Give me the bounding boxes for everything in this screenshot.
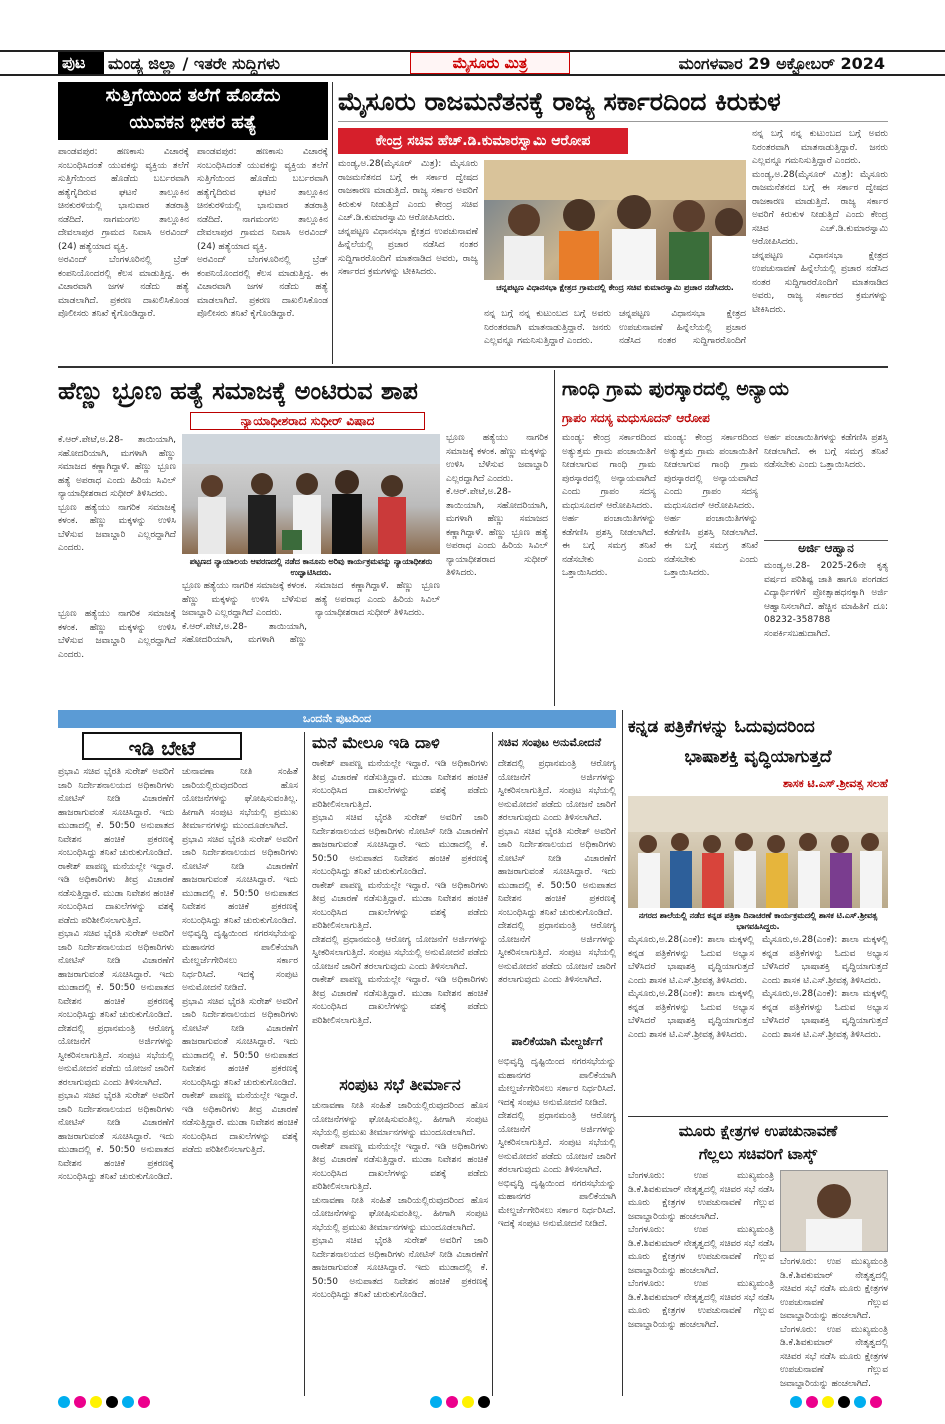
crowd-photo-illustration [484,160,746,280]
gandhi-paragraph: ಅರ್ಹ ಪಂಚಾಯಿತಿಗಳನ್ನು ಕಡೆಗಣಿಸಿ ಪ್ರಶಸ್ತಿ ನೀಡಲಾಗಿದೆ. ಈ ಬಗ್ಗೆ ಸಮಗ್ರ ತನಿಖೆ ನಡೆಸಬೇಕು ಎಂದು ಒತ್ತಾಯಿಸಿದರು. [562,514,656,578]
section-divider [58,366,888,368]
foeticide-paragraph: ಕೆ.ಆರ್.ಪೇಟೆ,ಅ.28- ತಾಯಿಯಾಗಿ, ಸಹೋದರಿಯಾಗಿ, ಮಗಳಾಗಿ ಹೆಣ್ಣು ಸಮಾಜದ ಕಣ್ಣಾಗಿದ್ದಾಳೆ. ಹೆಣ್ಣು ಭ್ರೂಣ ಹತ್ಯೆ ಅಪರಾಧ ಎಂದು ಹಿರಿಯ ಸಿವಿಲ್ ನ್ಯಾಯಾಧೀಶರಾದ ಸುಧೀರ್ ತಿಳಿಸಿದರು. [182,581,440,645]
kannada-paragraph: ಮೈಸೂರು,ಅ.28(ಎಂಕೆ): ಶಾಲಾ ಮಕ್ಕಳಲ್ಲಿ ಕನ್ನಡ ಪತ್ರಿಕೆಗಳನ್ನು ಓದುವ ಅಭ್ಯಾಸ ಬೆಳೆಸಿದರೆ ಭಾಷಾಶಕ್ತಿ ವೃದ್ಧಿಯಾಗುತ್ತದೆ ಎಂದು ಶಾಸಕ ಟಿ.ಎಸ್.ಶ್ರೀವತ್ಸ ತಿಳಿಸಿದರು. [628,989,754,1040]
col2-headline: ಮನೆ ಮೇಲೂ ಇಡಿ ದಾಳಿ [312,733,440,752]
col1-headline: ಇಡಿ ಬೇಟೆ [82,732,242,760]
col3-paragraph: ಅಭಿವೃದ್ಧಿ ದೃಷ್ಟಿಯಿಂದ ನಗರಸಭೆಯನ್ನು ಮಹಾನಗರ ಪಾಲಿಕೆಯಾಗಿ ಮೇಲ್ದರ್ಜೆಗೇರಿಸಲು ಸರ್ಕಾರ ನಿರ್ಧರಿಸಿದೆ. ಇದಕ್ಕೆ ಸಂಪುಟ ಅನುಮೋದನೆ ನೀಡಿದೆ. [498,1178,616,1229]
lead-paragraph: ಮಂಡ್ಯ,ಅ.28(ಮೈಸೂರ್ ಮಿತ್ರ): ಮೈಸೂರು ರಾಜಮನೆತನದ ಬಗ್ಗೆ ಈ ಸರ್ಕಾರ ದ್ವೇಷದ ರಾಜಕಾರಣ ಮಾಡುತ್ತಿದೆ. ರಾಜ್ಯ ಸರ್ಕಾರ ಅವರಿಗೆ ಕಿರುಕುಳ ನೀಡುತ್ತಿದೆ ಎಂದು ಕೇಂದ್ರ ಸಚಿವ ಎಚ್.ಡಿ.ಕುಮಾರಸ್ವಾಮಿ ಆರೋಪಿಸಿದರು. [338,159,478,223]
color-registration-marks [430,1396,610,1410]
col2-paragraph: ಚುನಾವಣಾ ನೀತಿ ಸಂಹಿತೆ ಜಾರಿಯಲ್ಲಿರುವುದರಿಂದ ಹೊಸ ಯೋಜನೆಗಳನ್ನು ಘೋಷಿಸುವಂತಿಲ್ಲ. ಹೀಗಾಗಿ ಸಂಪುಟ ಸಭೆಯಲ್ಲಿ ಪ್ರಮುಖ ತೀರ್ಮಾನಗಳನ್ನು ಮುಂದೂಡಲಾಗಿದೆ. [312,1195,488,1233]
bypoll-paragraph: ಬೆಂಗಳೂರು: ಉಪ ಮುಖ್ಯಮಂತ್ರಿ ಡಿ.ಕೆ.ಶಿವಕುಮಾರ್ ನೇತೃತ್ವದಲ್ಲಿ ಸಚಿವರ ಸಭೆ ನಡೆಸಿ ಮೂರು ಕ್ಷೇತ್ರಗಳ ಉಪಚುನಾವಣೆ ಗೆಲ್ಲುವ ಜವಾಬ್ದಾರಿಯನ್ನು ಹಂಚಲಾಗಿದೆ. [628,1171,774,1222]
gandhi-body [562,432,758,704]
murder-body [58,146,328,362]
gandhi-headline: ಗಾಂಧಿ ಗ್ರಾಮ ಪುರಸ್ಕಾರದಲ್ಲಿ ಅನ್ಯಾಯ [562,378,789,400]
foeticide-paragraph: ಭ್ರೂಣ ಹತ್ಯೆಯು ನಾಗರಿಕ ಸಮಾಜಕ್ಕೆ ಕಳಂಕ. ಹೆಣ್ಣು ಮಕ್ಕಳನ್ನು ಉಳಿಸಿ ಬೆಳೆಸುವ ಜವಾಬ್ದಾರಿ ಎಲ್ಲರದ್ದಾಗಿದೆ ಎಂದರು. [182,581,307,618]
kannada-headline-line1: ಕನ್ನಡ ಪತ್ರಿಕೆಗಳನ್ನು ಓದುವುದರಿಂದ [628,717,815,737]
murder-headline [58,82,328,140]
foeticide-photo [182,434,440,554]
col1-paragraph: ರಾಕೇಶ್ ಪಾಪಣ್ಣ ಮನೆಯಲ್ಲೇ ಇದ್ದಾರೆ. ಇಡಿ ಅಧಿಕಾರಿಗಳು ತೀವ್ರ ವಿಚಾರಣೆ ನಡೆಸುತ್ತಿದ್ದಾರೆ. ಮುಡಾ ನಿವೇಶನ ಹಂಚಿಕೆ ಸಂಬಂಧಿಸಿದ ದಾಖಲೆಗಳನ್ನು ವಶಕ್ಕೆ ಪಡೆದು ಪರಿಶೀಲಿಸಲಾಗುತ್ತಿದೆ. [182,1091,298,1155]
col2-body [312,758,488,1068]
masthead: ಮೈಸೂರು ಮಿತ್ರ [410,52,570,74]
bypoll-headline-line2: ಗೆಲ್ಲಲು ಸಚಿವರಿಗೆ ಟಾಸ್ಕ್ [698,1145,818,1163]
foeticide-paragraph: ಭ್ರೂಣ ಹತ್ಯೆಯು ನಾಗರಿಕ ಸಮಾಜಕ್ಕೆ ಕಳಂಕ. ಹೆಣ್ಣು ಮಕ್ಕಳನ್ನು ಉಳಿಸಿ ಬೆಳೆಸುವ ಜವಾಬ್ದಾರಿ ಎಲ್ಲರದ್ದಾಗಿದೆ ಎಂದರು. [58,502,176,553]
col3-sub-body [498,1056,616,1396]
col3-paragraph: ದೇಶದಲ್ಲಿ ಪ್ರಧಾನಮಂತ್ರಿ ಆರೋಗ್ಯ ಯೋಜನೆಗೆ ಅರ್ಜಿಗಳನ್ನು ಸ್ವೀಕರಿಸಲಾಗುತ್ತಿದೆ. ಸಂಪುಟ ಸಭೆಯಲ್ಲಿ ಅನುಮೋದನೆ ಪಡೆದು ಯೋಜನೆ ಜಾರಿಗೆ ತರಲಾಗುವುದು ಎಂದು ತಿಳಿಸಲಾಗಿದೆ. [498,921,616,985]
foeticide-paragraph: ಭ್ರೂಣ ಹತ್ಯೆಯು ನಾಗರಿಕ ಸಮಾಜಕ್ಕೆ ಕಳಂಕ. ಹೆಣ್ಣು ಮಕ್ಕಳನ್ನು ಉಳಿಸಿ ಬೆಳೆಸುವ ಜವಾಬ್ದಾರಿ ಎಲ್ಲರದ್ದಾಗಿದೆ ಎಂದರು. [446,433,548,484]
section-divider [628,1116,888,1117]
lead-paragraph: ಚನ್ನಪಟ್ಟಣ ವಿಧಾನಸಭಾ ಕ್ಷೇತ್ರದ ಉಪಚುನಾವಣೆ ಹಿನ್ನೆಲೆಯಲ್ಲಿ ಪ್ರಚಾರ ನಡೆಸಿದ ನಂತರ ಸುದ್ದಿಗಾರರೊಂದಿಗೆ [619,309,746,346]
column-divider [554,370,555,706]
bypoll-headline [628,1120,888,1166]
col1-paragraph: ಅಭಿವೃದ್ಧಿ ದೃಷ್ಟಿಯಿಂದ ನಗರಸಭೆಯನ್ನು ಮಹಾನಗರ ಪಾಲಿಕೆಯಾಗಿ ಮೇಲ್ದರ್ಜೆಗೇರಿಸಲು ಸರ್ಕಾರ ನಿರ್ಧರಿಸಿದೆ. ಇದಕ್ಕೆ ಸಂಪುಟ ಅನುಮೋದನೆ ನೀಡಿದೆ. [182,929,298,993]
murder-paragraph: ಅರವಿಂದ್ ಬೆಂಗಳೂರಿನಲ್ಲಿ ಬ್ರೆಡ್ ಕಂಪನಿಯೊಂದರಲ್ಲಿ ಕೆಲಸ ಮಾಡುತ್ತಿದ್ದ. ಈ ವಿಚಾರವಾಗಿ ಜಗಳ ನಡೆದು ಹತ್ಯೆ ಮಾಡಲಾಗಿದೆ. ಪ್ರಕರಣ ದಾಖಲಿಸಿಕೊಂಡ ಪೊಲೀಸರು ತನಿಖೆ ಕೈಗೊಂಡಿದ್ದಾರೆ. [197,255,328,319]
column-divider [304,732,305,1396]
issue-date: ಮಂಗಳವಾರ 29 ಅಕ್ಟೋಬರ್ 2024 [678,54,885,73]
foeticide-paragraph: ಕೆ.ಆರ್.ಪೇಟೆ,ಅ.28- ತಾಯಿಯಾಗಿ, ಸಹೋದರಿಯಾಗಿ, ಮಗಳಾಗಿ ಹೆಣ್ಣು ಸಮಾಜದ ಕಣ್ಣಾಗಿದ್ದಾಳೆ. ಹೆಣ್ಣು ಭ್ರೂಣ ಹತ್ಯೆ ಅಪರಾಧ ಎಂದು ಹಿರಿಯ ಸಿವಿಲ್ ನ್ಯಾಯಾಧೀಶರಾದ ಸುಧೀರ್ ತಿಳಿಸಿದರು. [446,487,548,578]
page-number-box [58,52,104,74]
portrait-illustration [781,1171,887,1251]
col2-paragraph: ದೇಶದಲ್ಲಿ ಪ್ರಧಾನಮಂತ್ರಿ ಆರೋಗ್ಯ ಯೋಜನೆಗೆ ಅರ್ಜಿಗಳನ್ನು ಸ್ವೀಕರಿಸಲಾಗುತ್ತಿದೆ. ಸಂಪುಟ ಸಭೆಯಲ್ಲಿ ಅನುಮೋದನೆ ಪಡೆದು ಯೋಜನೆ ಜಾರಿಗೆ ತರಲಾಗುವುದು ಎಂದು ತಿಳಿಸಲಾಗಿದೆ. [312,934,488,972]
col1-paragraph: ಚುನಾವಣಾ ನೀತಿ ಸಂಹಿತೆ ಜಾರಿಯಲ್ಲಿರುವುದರಿಂದ ಹೊಸ ಯೋಜನೆಗಳನ್ನು ಘೋಷಿಸುವಂತಿಲ್ಲ. ಹೀಗಾಗಿ ಸಂಪುಟ ಸಭೆಯಲ್ಲಿ ಪ್ರಮುಖ ತೀರ್ಮಾನಗಳನ್ನು ಮುಂದೂಡಲಾಗಿದೆ. [182,767,298,831]
col2-paragraph: ರಾಕೇಶ್ ಪಾಪಣ್ಣ ಮನೆಯಲ್ಲೇ ಇದ್ದಾರೆ. ಇಡಿ ಅಧಿಕಾರಿಗಳು ತೀವ್ರ ವಿಚಾರಣೆ ನಡೆಸುತ್ತಿದ್ದಾರೆ. ಮುಡಾ ನಿವೇಶನ ಹಂಚಿಕೆ ಸಂಬಂಧಿಸಿದ ದಾಖಲೆಗಳನ್ನು ವಶಕ್ಕೆ ಪಡೆದು ಪರಿಶೀಲಿಸಲಾಗುತ್ತಿದೆ. [312,1141,488,1192]
foeticide-body-col1b [58,608,176,704]
kannada-headline-line2: ಭಾಷಾಶಕ್ತಿ ವೃದ್ಧಿಯಾಗುತ್ತದೆ [684,747,832,767]
kannada-photo-caption: ನಗರದ ಶಾಲೆಯಲ್ಲಿ ನಡೆದ ಕನ್ನಡ ಪತ್ರಿಕಾ ದಿನಾಚರಣೆ ಕಾರ್ಯಕ್ರಮದಲ್ಲಿ ಶಾಸಕ ಟಿ.ಎಸ್.ಶ್ರೀವತ್ಸ ಭಾಗವಹಿಸಿದ್ದರು. [638,911,878,931]
foeticide-body-col2 [182,580,440,704]
col3-body [498,758,616,1028]
bypoll-headline-line1: ಮೂರು ಕ್ಷೇತ್ರಗಳ ಉಪಚುನಾವಣೆ [678,1122,838,1140]
col1-paragraph: ಪ್ರಭಾವಿ ಸಚಿವ ಭೈರತಿ ಸುರೇಶ್ ಅವರಿಗೆ ಜಾರಿ ನಿರ್ದೇಶನಾಲಯದ ಅಧಿಕಾರಿಗಳು ನೋಟಿಸ್ ನೀಡಿ ವಿಚಾರಣೆಗೆ ಹಾಜರಾಗುವಂತೆ ಸೂಚಿಸಿದ್ದಾರೆ. ಇದು ಮುಡಾದಲ್ಲಿ ಕೆ. 50:50 ಅನುಪಾತದ ನಿವೇಶನ ಹಂಚಿಕೆ ಪ್ರಕರಣಕ್ಕೆ ಸಂಬಂಧಿಸಿದ್ದು ತನಿಖೆ ಚುರುಕುಗೊಂಡಿದೆ. [58,929,174,1020]
lead-photo [484,160,746,280]
gandhi-paragraph: ಅರ್ಹ ಪಂಚಾಯಿತಿಗಳನ್ನು ಕಡೆಗಣಿಸಿ ಪ್ರಶಸ್ತಿ ನೀಡಲಾಗಿದೆ. ಈ ಬಗ್ಗೆ ಸಮಗ್ರ ತನಿಖೆ ನಡೆಸಬೇಕು ಎಂದು ಒತ್ತಾಯಿಸಿದರು. [664,514,758,578]
notice-paragraph: ಮಂಡ್ಯ,ಅ.28- 2025-26ನೇ ಕೃತ್ಯ ವರ್ಷದ ಪರಿಶಿಷ್ಟ ಜಾತಿ ಹಾಗೂ ಪಂಗಡದ ವಿದ್ಯಾರ್ಥಿಗಳಿಗೆ ಪ್ರೋತ್ಸಾಹಧನಕ್ಕಾಗಿ ಅರ್ಜಿ ಆಹ್ವಾನಿಸಲಾಗಿದೆ. ಹೆಚ್ಚಿನ ಮಾಹಿತಿಗೆ ದೂ: 08232-358788 ಸಂಪರ್ಕಿಸಬಹುದಾಗಿದೆ. [764,561,888,639]
notice-body [764,560,888,704]
lead-headline: ಮೈಸೂರು ರಾಜಮನೆತನಕ್ಕೆ ರಾಜ್ಯ ಸರ್ಕಾರದಿಂದ ಕಿರುಕುಳ [338,82,888,122]
col3-paragraph: ದೇಶದಲ್ಲಿ ಪ್ರಧಾನಮಂತ್ರಿ ಆರೋಗ್ಯ ಯೋಜನೆಗೆ ಅರ್ಜಿಗಳನ್ನು ಸ್ವೀಕರಿಸಲಾಗುತ್ತಿದೆ. ಸಂಪುಟ ಸಭೆಯಲ್ಲಿ ಅನುಮೋದನೆ ಪಡೆದು ಯೋಜನೆ ಜಾರಿಗೆ ತರಲಾಗುವುದು ಎಂದು ತಿಳಿಸಲಾಗಿದೆ. [498,759,616,823]
murder-headline-line2: ಯುವಕನ ಭೀಕರ ಹತ್ಯೆ [129,112,257,133]
gandhi-subhead: ಗ್ರಾಪಂ ಸದಸ್ಯ ಮಧುಸೂದನ್ ಆರೋಪ [562,411,710,425]
col2-paragraph: ರಾಕೇಶ್ ಪಾಪಣ್ಣ ಮನೆಯಲ್ಲೇ ಇದ್ದಾರೆ. ಇಡಿ ಅಧಿಕಾರಿಗಳು ತೀವ್ರ ವಿಚಾರಣೆ ನಡೆಸುತ್ತಿದ್ದಾರೆ. ಮುಡಾ ನಿವೇಶನ ಹಂಚಿಕೆ ಸಂಬಂಧಿಸಿದ ದಾಖಲೆಗಳನ್ನು ವಶಕ್ಕೆ ಪಡೆದು ಪರಿಶೀಲಿಸಲಾಗುತ್ತಿದೆ. [312,880,488,931]
bypoll-body-col1 [628,1170,774,1396]
kannada-body [628,934,888,1114]
foeticide-headline: ಹೆಣ್ಣು ಭ್ರೂಣ ಹತ್ಯೆ ಸಮಾಜಕ್ಕೆ ಅಂಟಿರುವ ಶಾಪ [58,377,418,405]
kannada-headline [628,712,888,774]
bypoll-paragraph: ಬೆಂಗಳೂರು: ಉಪ ಮುಖ್ಯಮಂತ್ರಿ ಡಿ.ಕೆ.ಶಿವಕುಮಾರ್ ನೇತೃತ್ವದಲ್ಲಿ ಸಚಿವರ ಸಭೆ ನಡೆಸಿ ಮೂರು ಕ್ಷೇತ್ರಗಳ ಉಪಚುನಾವಣೆ ಗೆಲ್ಲುವ ಜವಾಬ್ದಾರಿಯನ್ನು ಹಂಚಲಾಗಿದೆ. [628,1225,774,1276]
col2-sub-body [312,1100,488,1396]
kannada-paragraph: ಮೈಸೂರು,ಅ.28(ಎಂಕೆ): ಶಾಲಾ ಮಕ್ಕಳಲ್ಲಿ ಕನ್ನಡ ಪತ್ರಿಕೆಗಳನ್ನು ಓದುವ ಅಭ್ಯಾಸ ಬೆಳೆಸಿದರೆ ಭಾಷಾಶಕ್ತಿ ವೃದ್ಧಿಯಾಗುತ್ತದೆ ಎಂದು ಶಾಸಕ ಟಿ.ಎಸ್.ಶ್ರೀವತ್ಸ ತಿಳಿಸಿದರು. [762,935,888,986]
portrait-photo [780,1170,888,1252]
column-divider [332,82,333,364]
col2-sub-headline: ಸಂಪುಟ ಸಭೆ ತೀರ್ಮಾನ [339,1075,461,1094]
col2-paragraph: ಚುನಾವಣಾ ನೀತಿ ಸಂಹಿತೆ ಜಾರಿಯಲ್ಲಿರುವುದರಿಂದ ಹೊಸ ಯೋಜನೆಗಳನ್ನು ಘೋಷಿಸುವಂತಿಲ್ಲ. ಹೀಗಾಗಿ ಸಂಪುಟ ಸಭೆಯಲ್ಲಿ ಪ್ರಮುಖ ತೀರ್ಮಾನಗಳನ್ನು ಮುಂದೂಡಲಾಗಿದೆ. [312,1101,488,1138]
section-title: ಮಂಡ್ಯ ಜಿಲ್ಲಾ / ಇತರೇ ಸುದ್ದಿಗಳು [108,54,280,73]
bypoll-paragraph: ಬೆಂಗಳೂರು: ಉಪ ಮುಖ್ಯಮಂತ್ರಿ ಡಿ.ಕೆ.ಶಿವಕುಮಾರ್ ನೇತೃತ್ವದಲ್ಲಿ ಸಚಿವರ ಸಭೆ ನಡೆಸಿ ಮೂರು ಕ್ಷೇತ್ರಗಳ ಉಪಚುನಾವಣೆ ಗೆಲ್ಲುವ ಜವಾಬ್ದಾರಿಯನ್ನು ಹಂಚಲಾಗಿದೆ. [780,1257,888,1321]
kannada-subhead: ಶಾಸಕ ಟಿ.ಎಸ್.ಶ್ರೀವತ್ಸ ಸಲಹೆ [782,777,888,790]
col1-paragraph: ದೇಶದಲ್ಲಿ ಪ್ರಧಾನಮಂತ್ರಿ ಆರೋಗ್ಯ ಯೋಜನೆಗೆ ಅರ್ಜಿಗಳನ್ನು ಸ್ವೀಕರಿಸಲಾಗುತ್ತಿದೆ. ಸಂಪುಟ ಸಭೆಯಲ್ಲಿ ಅನುಮೋದನೆ ಪಡೆದು ಯೋಜನೆ ಜಾರಿಗೆ ತರಲಾಗುವುದು ಎಂದು ತಿಳಿಸಲಾಗಿದೆ. [58,1023,174,1088]
lead-body-col2 [484,308,746,363]
lead-paragraph: ಚನ್ನಪಟ್ಟಣ ವಿಧಾನಸಭಾ ಕ್ಷೇತ್ರದ ಉಪಚುನಾವಣೆ ಹಿನ್ನೆಲೆಯಲ್ಲಿ ಪ್ರಚಾರ ನಡೆಸಿದ ನಂತರ ಸುದ್ದಿಗಾರರೊಂದಿಗೆ ಮಾತನಾಡಿದ ಅವರು, ರಾಜ್ಯ ಸರ್ಕಾರದ ಕ್ರಮಗಳನ್ನು ಟೀಕಿಸಿದರು. [338,226,478,277]
lead-paragraph: ಚನ್ನಪಟ್ಟಣ ವಿಧಾನಸಭಾ ಕ್ಷೇತ್ರದ ಉಪಚುನಾವಣೆ ಹಿನ್ನೆಲೆಯಲ್ಲಿ ಪ್ರಚಾರ ನಡೆಸಿದ ನಂತರ ಸುದ್ದಿಗಾರರೊಂದಿಗೆ ಮಾತನಾಡಿದ ಅವರು, ರಾಜ್ಯ ಸರ್ಕಾರದ ಕ್ರಮಗಳನ್ನು ಟೀಕಿಸಿದರು. [752,250,888,315]
lead-body-col3 [752,128,888,363]
gandhi-paragraph: ಮಂಡ್ಯ: ಕೇಂದ್ರ ಸರ್ಕಾರದಿಂದ ಅತ್ಯುತ್ತಮ ಗ್ರಾಮ ಪಂಚಾಯಿತಿಗೆ ನೀಡಲಾಗುವ ಗಾಂಧಿ ಗ್ರಾಮ ಪುರಸ್ಕಾರದಲ್ಲಿ ಅನ್ಯಾಯವಾಗಿದೆ ಎಂದು ಗ್ರಾಪಂ ಸದಸ್ಯ ಮಧುಸೂದನ್ ಆರೋಪಿಸಿದರು. [562,433,656,511]
col1-paragraph: ಪ್ರಭಾವಿ ಸಚಿವ ಭೈರತಿ ಸುರೇಶ್ ಅವರಿಗೆ ಜಾರಿ ನಿರ್ದೇಶನಾಲಯದ ಅಧಿಕಾರಿಗಳು ನೋಟಿಸ್ ನೀಡಿ ವಿಚಾರಣೆಗೆ ಹಾಜರಾಗುವಂತೆ ಸೂಚಿಸಿದ್ದಾರೆ. ಇದು ಮುಡಾದಲ್ಲಿ ಕೆ. 50:50 ಅನುಪಾತದ ನಿವೇಶನ ಹಂಚಿಕೆ ಪ್ರಕರಣಕ್ಕೆ ಸಂಬಂಧಿಸಿದ್ದು ತನಿಖೆ ಚುರುಕುಗೊಂಡಿದೆ. [182,834,298,926]
murder-paragraph: ಅರವಿಂದ್ ಬೆಂಗಳೂರಿನಲ್ಲಿ ಬ್ರೆಡ್ ಕಂಪನಿಯೊಂದರಲ್ಲಿ ಕೆಲಸ ಮಾಡುತ್ತಿದ್ದ. ಈ ವಿಚಾರವಾಗಿ ಜಗಳ ನಡೆದು ಹತ್ಯೆ ಮಾಡಲಾಗಿದೆ. ಪ್ರಕರಣ ದಾಖಲಿಸಿಕೊಂಡ ಪೊಲೀಸರು ತನಿಖೆ ಕೈಗೊಂಡಿದ್ದಾರೆ. [58,255,189,319]
murder-paragraph: ಪಾಂಡವಪುರ: ಹಣಕಾಸು ವಿಚಾರಕ್ಕೆ ಸಂಬಂಧಿಸಿದಂತೆ ಯುವಕನ್ನು ವ್ಯಕ್ತಿಯ ತಲೆಗೆ ಸುತ್ತಿಗೆಯಿಂದ ಹೊಡೆದು ಬರ್ಬರವಾಗಿ ಹತ್ಯೆಗೈದಿರುವ ಘಟನೆ ತಾಲ್ಲೂಕಿನ ಚಿನಕುರಳಿಯಲ್ಲಿ ಭಾನುವಾರ ತಡರಾತ್ರಿ ನಡೆದಿದೆ. ನಾಗಮಂಗಲ ತಾಲ್ಲೂಕಿನ ದೇವಲಾಪುರ ಗ್ರಾಮದ ನಿವಾಸಿ ಅರವಿಂದ್ (24) ಹತ್ಯೆಯಾದ ವ್ಯಕ್ತಿ. [197,147,328,252]
lead-paragraph: ಮಂಡ್ಯ,ಅ.28(ಮೈಸೂರ್ ಮಿತ್ರ): ಮೈಸೂರು ರಾಜಮನೆತನದ ಬಗ್ಗೆ ಈ ಸರ್ಕಾರ ದ್ವೇಷದ ರಾಜಕಾರಣ ಮಾಡುತ್ತಿದೆ. ರಾಜ್ಯ ಸರ್ಕಾರ ಅವರಿಗೆ ಕಿರುಕುಳ ನೀಡುತ್ತಿದೆ ಎಂದು ಕೇಂದ್ರ ಸಚಿವ ಎಚ್.ಡಿ.ಕುಮಾರಸ್ವಾಮಿ ಆರೋಪಿಸಿದರು. [752,169,888,247]
col3-sub-headline: ಪಾಲಿಕೆಯಾಗಿ ಮೇಲ್ದರ್ಜೆಗೆ [511,1035,603,1048]
foeticide-body-col1 [58,434,176,604]
foeticide-subhead: ನ್ಯಾಯಾಧೀಶರಾದ ಸುಧೀರ್ ವಿಷಾದ [190,412,425,430]
col1-paragraph: ಪ್ರಭಾವಿ ಸಚಿವ ಭೈರತಿ ಸುರೇಶ್ ಅವರಿಗೆ ಜಾರಿ ನಿರ್ದೇಶನಾಲಯದ ಅಧಿಕಾರಿಗಳು ನೋಟಿಸ್ ನೀಡಿ ವಿಚಾರಣೆಗೆ ಹಾಜರಾಗುವಂತೆ ಸೂಚಿಸಿದ್ದಾರೆ. ಇದು ಮುಡಾದಲ್ಲಿ ಕೆ. 50:50 ಅನುಪಾತದ ನಿವೇಶನ ಹಂಚಿಕೆ ಪ್ರಕರಣಕ್ಕೆ ಸಂಬಂಧಿಸಿದ್ದು ತನಿಖೆ ಚುರುಕುಗೊಂಡಿದೆ. [58,767,174,858]
column-divider [622,710,623,1396]
ceremony-photo-illustration [182,434,440,554]
col3-headline: ಸಚಿವ ಸಂಪುಟ ಅನುಮೋದನೆ [498,736,602,749]
lead-paragraph: ನನ್ನ ಬಗ್ಗೆ ನನ್ನ ಕುಟುಂಬದ ಬಗ್ಗೆ ಅವರು ನಿರಂತರವಾಗಿ ಮಾತನಾಡುತ್ತಿದ್ದಾರೆ. ಜನರು ಎಲ್ಲವನ್ನೂ ಗಮನಿಸುತ್ತಿದ್ದಾರೆ ಎಂದರು. [484,309,611,346]
lead-body-col1 [338,158,478,363]
col3-paragraph: ದೇಶದಲ್ಲಿ ಪ್ರಧಾನಮಂತ್ರಿ ಆರೋಗ್ಯ ಯೋಜನೆಗೆ ಅರ್ಜಿಗಳನ್ನು ಸ್ವೀಕರಿಸಲಾಗುತ್ತಿದೆ. ಸಂಪುಟ ಸಭೆಯಲ್ಲಿ ಅನುಮೋದನೆ ಪಡೆದು ಯೋಜನೆ ಜಾರಿಗೆ ತರಲಾಗುವುದು ಎಂದು ತಿಳಿಸಲಾಗಿದೆ. [498,1111,616,1175]
group-photo-illustration [628,796,888,908]
kannada-paragraph: ಮೈಸೂರು,ಅ.28(ಎಂಕೆ): ಶಾಲಾ ಮಕ್ಕಳಲ್ಲಿ ಕನ್ನಡ ಪತ್ರಿಕೆಗಳನ್ನು ಓದುವ ಅಭ್ಯಾಸ ಬೆಳೆಸಿದರೆ ಭಾಷಾಶಕ್ತಿ ವೃದ್ಧಿಯಾಗುತ್ತದೆ ಎಂದು ಶಾಸಕ ಟಿ.ಎಸ್.ಶ್ರೀವತ್ಸ ತಿಳಿಸಿದರು. [628,935,754,986]
gandhi-paragraph: ಅರ್ಹ ಪಂಚಾಯಿತಿಗಳನ್ನು ಕಡೆಗಣಿಸಿ ಪ್ರಶಸ್ತಿ ನೀಡಲಾಗಿದೆ. ಈ ಬಗ್ಗೆ ಸಮಗ್ರ ತನಿಖೆ ನಡೆಸಬೇಕು ಎಂದು ಒತ್ತಾಯಿಸಿದರು. [764,433,888,470]
gandhi-body-col3 [764,432,888,536]
continued-banner: ಒಂದನೇ ಪುಟದಿಂದ [58,710,616,728]
lead-photo-caption: ಚನ್ನಪಟ್ಟಣ ವಿಧಾನಸಭಾ ಕ್ಷೇತ್ರದ ಗ್ರಾಮದಲ್ಲಿ ಕೇಂದ್ರ ಸಚಿವ ಕುಮಾರಸ್ವಾಮಿ ಪ್ರಚಾರ ನಡೆಸಿದರು. [496,283,734,292]
foeticide-paragraph: ಭ್ರೂಣ ಹತ್ಯೆಯು ನಾಗರಿಕ ಸಮಾಜಕ್ಕೆ ಕಳಂಕ. ಹೆಣ್ಣು ಮಕ್ಕಳನ್ನು ಉಳಿಸಿ ಬೆಳೆಸುವ ಜವಾಬ್ದಾರಿ ಎಲ್ಲರದ್ದಾಗಿದೆ ಎಂದರು. [58,609,176,660]
foeticide-paragraph: ಕೆ.ಆರ್.ಪೇಟೆ,ಅ.28- ತಾಯಿಯಾಗಿ, ಸಹೋದರಿಯಾಗಿ, ಮಗಳಾಗಿ ಹೆಣ್ಣು ಸಮಾಜದ ಕಣ್ಣಾಗಿದ್ದಾಳೆ. ಹೆಣ್ಣು ಭ್ರೂಣ ಹತ್ಯೆ ಅಪರಾಧ ಎಂದು ಹಿರಿಯ ಸಿವಿಲ್ ನ್ಯಾಯಾಧೀಶರಾದ ಸುಧೀರ್ ತಿಳಿಸಿದರು. [58,435,176,499]
foeticide-photo-caption: ಪಟ್ಟಣದ ನ್ಯಾಯಾಲಯ ಆವರಣದಲ್ಲಿ ನಡೆದ ಕಾನೂನು ಅರಿವು ಕಾರ್ಯಕ್ರಮವನ್ನು ನ್ಯಾಯಾಧೀಶರು ಉದ್ಘಾಟಿಸಿದರು. [189,557,433,577]
foeticide-body-col3 [446,432,548,704]
kannada-photo [628,796,888,908]
kannada-paragraph: ಮೈಸೂರು,ಅ.28(ಎಂಕೆ): ಶಾಲಾ ಮಕ್ಕಳಲ್ಲಿ ಕನ್ನಡ ಪತ್ರಿಕೆಗಳನ್ನು ಓದುವ ಅಭ್ಯಾಸ ಬೆಳೆಸಿದರೆ ಭಾಷಾಶಕ್ತಿ ವೃದ್ಧಿಯಾಗುತ್ತದೆ ಎಂದು ಶಾಸಕ ಟಿ.ಎಸ್.ಶ್ರೀವತ್ಸ ತಿಳಿಸಿದರು. [762,989,888,1040]
col2-paragraph: ಪ್ರಭಾವಿ ಸಚಿವ ಭೈರತಿ ಸುರೇಶ್ ಅವರಿಗೆ ಜಾರಿ ನಿರ್ದೇಶನಾಲಯದ ಅಧಿಕಾರಿಗಳು ನೋಟಿಸ್ ನೀಡಿ ವಿಚಾರಣೆಗೆ ಹಾಜರಾಗುವಂತೆ ಸೂಚಿಸಿದ್ದಾರೆ. ಇದು ಮುಡಾದಲ್ಲಿ ಕೆ. 50:50 ಅನುಪಾತದ ನಿವೇಶನ ಹಂಚಿಕೆ ಪ್ರಕರಣಕ್ಕೆ ಸಂಬಂಧಿಸಿದ್ದು ತನಿಖೆ ಚುರುಕುಗೊಂಡಿದೆ. [312,813,488,877]
col1-paragraph: ಪ್ರಭಾವಿ ಸಚಿವ ಭೈರತಿ ಸುರೇಶ್ ಅವರಿಗೆ ಜಾರಿ ನಿರ್ದೇಶನಾಲಯದ ಅಧಿಕಾರಿಗಳು ನೋಟಿಸ್ ನೀಡಿ ವಿಚಾರಣೆಗೆ ಹಾಜರಾಗುವಂತೆ ಸೂಚಿಸಿದ್ದಾರೆ. ಇದು ಮುಡಾದಲ್ಲಿ ಕೆ. 50:50 ಅನುಪಾತದ ನಿವೇಶನ ಹಂಚಿಕೆ ಪ್ರಕರಣಕ್ಕೆ ಸಂಬಂಧಿಸಿದ್ದು ತನಿಖೆ ಚುರುಕುಗೊಂಡಿದೆ. [58,1091,174,1182]
col2-paragraph: ಪ್ರಭಾವಿ ಸಚಿವ ಭೈರತಿ ಸುರೇಶ್ ಅವರಿಗೆ ಜಾರಿ ನಿರ್ದೇಶನಾಲಯದ ಅಧಿಕಾರಿಗಳು ನೋಟಿಸ್ ನೀಡಿ ವಿಚಾರಣೆಗೆ ಹಾಜರಾಗುವಂತೆ ಸೂಚಿಸಿದ್ದಾರೆ. ಇದು ಮುಡಾದಲ್ಲಿ ಕೆ. 50:50 ಅನುಪಾತದ ನಿವೇಶನ ಹಂಚಿಕೆ ಪ್ರಕರಣಕ್ಕೆ ಸಂಬಂಧಿಸಿದ್ದು ತನಿಖೆ ಚುರುಕುಗೊಂಡಿದೆ. [312,1236,488,1300]
lead-subhead: ಕೇಂದ್ರ ಸಚಿವ ಹೆಚ್.ಡಿ.ಕುಮಾರಸ್ವಾಮಿ ಆರೋಪ [338,128,628,154]
col3-paragraph: ಪ್ರಭಾವಿ ಸಚಿವ ಭೈರತಿ ಸುರೇಶ್ ಅವರಿಗೆ ಜಾರಿ ನಿರ್ದೇಶನಾಲಯದ ಅಧಿಕಾರಿಗಳು ನೋಟಿಸ್ ನೀಡಿ ವಿಚಾರಣೆಗೆ ಹಾಜರಾಗುವಂತೆ ಸೂಚಿಸಿದ್ದಾರೆ. ಇದು ಮುಡಾದಲ್ಲಿ ಕೆ. 50:50 ಅನುಪಾತದ ನಿವೇಶನ ಹಂಚಿಕೆ ಪ್ರಕರಣಕ್ಕೆ ಸಂಬಂಧಿಸಿದ್ದು ತನಿಖೆ ಚುರುಕುಗೊಂಡಿದೆ. [498,826,616,918]
col1-paragraph: ರಾಕೇಶ್ ಪಾಪಣ್ಣ ಮನೆಯಲ್ಲೇ ಇದ್ದಾರೆ. ಇಡಿ ಅಧಿಕಾರಿಗಳು ತೀವ್ರ ವಿಚಾರಣೆ ನಡೆಸುತ್ತಿದ್ದಾರೆ. ಮುಡಾ ನಿವೇಶನ ಹಂಚಿಕೆ ಸಂಬಂಧಿಸಿದ ದಾಖಲೆಗಳನ್ನು ವಶಕ್ಕೆ ಪಡೆದು ಪರಿಶೀಲಿಸಲಾಗುತ್ತಿದೆ. [58,861,174,926]
murder-paragraph: ಪಾಂಡವಪುರ: ಹಣಕಾಸು ವಿಚಾರಕ್ಕೆ ಸಂಬಂಧಿಸಿದಂತೆ ಯುವಕನ್ನು ವ್ಯಕ್ತಿಯ ತಲೆಗೆ ಸುತ್ತಿಗೆಯಿಂದ ಹೊಡೆದು ಬರ್ಬರವಾಗಿ ಹತ್ಯೆಗೈದಿರುವ ಘಟನೆ ತಾಲ್ಲೂಕಿನ ಚಿನಕುರಳಿಯಲ್ಲಿ ಭಾನುವಾರ ತಡರಾತ್ರಿ ನಡೆದಿದೆ. ನಾಗಮಂಗಲ ತಾಲ್ಲೂಕಿನ ದೇವಲಾಪುರ ಗ್ರಾಮದ ನಿವಾಸಿ ಅರವಿಂದ್ (24) ಹತ್ಯೆಯಾದ ವ್ಯಕ್ತಿ. [58,147,189,252]
lead-paragraph: ನನ್ನ ಬಗ್ಗೆ ನನ್ನ ಕುಟುಂಬದ ಬಗ್ಗೆ ಅವರು ನಿರಂತರವಾಗಿ ಮಾತನಾಡುತ್ತಿದ್ದಾರೆ. ಜನರು ಎಲ್ಲವನ್ನೂ ಗಮನಿಸುತ್ತಿದ್ದಾರೆ ಎಂದರು. [752,129,888,166]
col1-body [58,766,298,1396]
notice-title: ಅರ್ಜಿ ಆಹ್ವಾನ [764,540,888,558]
bypoll-paragraph: ಬೆಂಗಳೂರು: ಉಪ ಮುಖ್ಯಮಂತ್ರಿ ಡಿ.ಕೆ.ಶಿವಕುಮಾರ್ ನೇತೃತ್ವದಲ್ಲಿ ಸಚಿವರ ಸಭೆ ನಡೆಸಿ ಮೂರು ಕ್ಷೇತ್ರಗಳ ಉಪಚುನಾವಣೆ ಗೆಲ್ಲುವ ಜವಾಬ್ದಾರಿಯನ್ನು ಹಂಚಲಾಗಿದೆ. [628,1279,774,1330]
col3-paragraph: ಅಭಿವೃದ್ಧಿ ದೃಷ್ಟಿಯಿಂದ ನಗರಸಭೆಯನ್ನು ಮಹಾನಗರ ಪಾಲಿಕೆಯಾಗಿ ಮೇಲ್ದರ್ಜೆಗೇರಿಸಲು ಸರ್ಕಾರ ನಿರ್ಧರಿಸಿದೆ. ಇದಕ್ಕೆ ಸಂಪುಟ ಅನುಮೋದನೆ ನೀಡಿದೆ. [498,1057,616,1108]
color-registration-marks [790,1396,945,1410]
column-divider [492,732,493,1396]
page-label: ಪುಟ [62,53,86,72]
murder-headline-line1: ಸುತ್ತಿಗೆಯಿಂದ ತಲೆಗೆ ಹೊಡೆದು [105,85,281,106]
col1-paragraph: ಪ್ರಭಾವಿ ಸಚಿವ ಭೈರತಿ ಸುರೇಶ್ ಅವರಿಗೆ ಜಾರಿ ನಿರ್ದೇಶನಾಲಯದ ಅಧಿಕಾರಿಗಳು ನೋಟಿಸ್ ನೀಡಿ ವಿಚಾರಣೆಗೆ ಹಾಜರಾಗುವಂತೆ ಸೂಚಿಸಿದ್ದಾರೆ. ಇದು ಮುಡಾದಲ್ಲಿ ಕೆ. 50:50 ಅನುಪಾತದ ನಿವೇಶನ ಹಂಚಿಕೆ ಪ್ರಕರಣಕ್ಕೆ ಸಂಬಂಧಿಸಿದ್ದು ತನಿಖೆ ಚುರುಕುಗೊಂಡಿದೆ. [182,996,298,1088]
bypoll-body-col2 [780,1256,888,1396]
col2-paragraph: ರಾಕೇಶ್ ಪಾಪಣ್ಣ ಮನೆಯಲ್ಲೇ ಇದ್ದಾರೆ. ಇಡಿ ಅಧಿಕಾರಿಗಳು ತೀವ್ರ ವಿಚಾರಣೆ ನಡೆಸುತ್ತಿದ್ದಾರೆ. ಮುಡಾ ನಿವೇಶನ ಹಂಚಿಕೆ ಸಂಬಂಧಿಸಿದ ದಾಖಲೆಗಳನ್ನು ವಶಕ್ಕೆ ಪಡೆದು ಪರಿಶೀಲಿಸಲಾಗುತ್ತಿದೆ. [312,975,488,1026]
color-registration-marks [58,1396,238,1410]
bypoll-paragraph: ಬೆಂಗಳೂರು: ಉಪ ಮುಖ್ಯಮಂತ್ರಿ ಡಿ.ಕೆ.ಶಿವಕುಮಾರ್ ನೇತೃತ್ವದಲ್ಲಿ ಸಚಿವರ ಸಭೆ ನಡೆಸಿ ಮೂರು ಕ್ಷೇತ್ರಗಳ ಉಪಚುನಾವಣೆ ಗೆಲ್ಲುವ ಜವಾಬ್ದಾರಿಯನ್ನು ಹಂಚಲಾಗಿದೆ. [780,1324,888,1389]
gandhi-paragraph: ಮಂಡ್ಯ: ಕೇಂದ್ರ ಸರ್ಕಾರದಿಂದ ಅತ್ಯುತ್ತಮ ಗ್ರಾಮ ಪಂಚಾಯಿತಿಗೆ ನೀಡಲಾಗುವ ಗಾಂಧಿ ಗ್ರಾಮ ಪುರಸ್ಕಾರದಲ್ಲಿ ಅನ್ಯಾಯವಾಗಿದೆ ಎಂದು ಗ್ರಾಪಂ ಸದಸ್ಯ ಮಧುಸೂದನ್ ಆರೋಪಿಸಿದರು. [664,433,758,511]
col2-paragraph: ರಾಕೇಶ್ ಪಾಪಣ್ಣ ಮನೆಯಲ್ಲೇ ಇದ್ದಾರೆ. ಇಡಿ ಅಧಿಕಾರಿಗಳು ತೀವ್ರ ವಿಚಾರಣೆ ನಡೆಸುತ್ತಿದ್ದಾರೆ. ಮುಡಾ ನಿವೇಶನ ಹಂಚಿಕೆ ಸಂಬಂಧಿಸಿದ ದಾಖಲೆಗಳನ್ನು ವಶಕ್ಕೆ ಪಡೆದು ಪರಿಶೀಲಿಸಲಾಗುತ್ತಿದೆ. [312,759,488,810]
